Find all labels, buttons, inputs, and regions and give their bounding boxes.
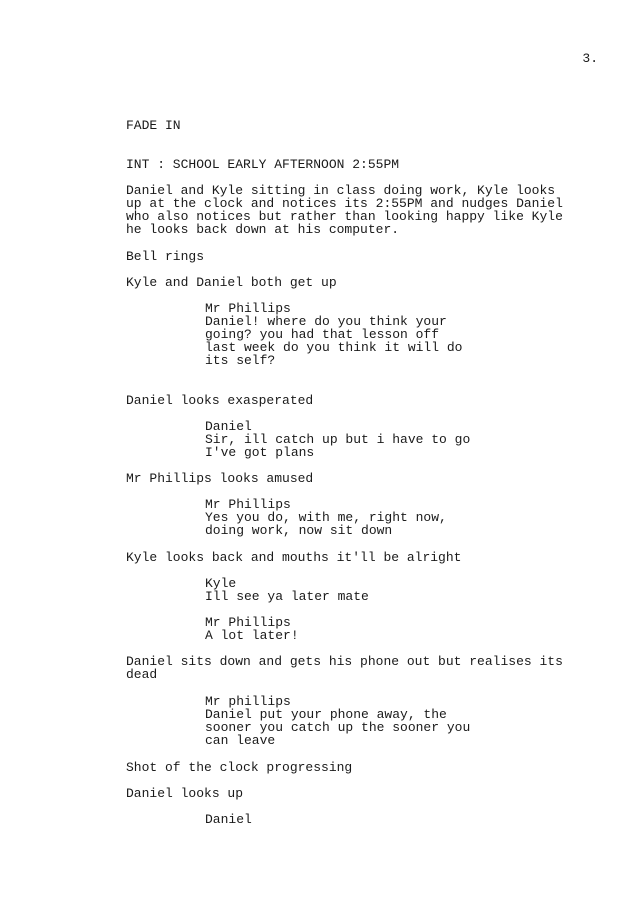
action-line: who also notices but rather than looking happy like Kyle (126, 209, 563, 224)
dialogue-line: Daniel put your phone away, the (205, 707, 447, 722)
dialogue-line: A lot later! (205, 628, 299, 643)
dialogue-line: Sir, ill catch up but i have to go (205, 432, 471, 447)
dialogue-line: going? you had that lesson off (205, 327, 440, 342)
action-line: Bell rings (126, 249, 205, 264)
character-name: Mr Phillips (205, 497, 291, 512)
dialogue-line: Yes you do, with me, right now, (205, 510, 447, 525)
scene-heading: INT : SCHOOL EARLY AFTERNOON 2:55PM (126, 157, 400, 172)
character-name: Mr Phillips (205, 301, 291, 316)
dialogue-line: doing work, now sit down (205, 523, 393, 538)
action-line: Kyle looks back and mouths it'll be alright (126, 550, 462, 565)
action-line: Daniel and Kyle sitting in class doing work, Kyle looks (126, 183, 556, 198)
action-line: Kyle and Daniel both get up (126, 275, 337, 290)
character-name: Kyle (205, 576, 237, 591)
character-name: Mr Phillips (205, 615, 291, 630)
transition-fade-in: FADE IN (126, 118, 181, 133)
dialogue-line: can leave (205, 733, 276, 748)
dialogue-line: sooner you catch up the sooner you (205, 720, 471, 735)
action-line: Mr Phillips looks amused (126, 471, 314, 486)
page-number: 3. (582, 51, 598, 66)
character-name: Mr phillips (205, 694, 291, 709)
action-line: Daniel looks up (126, 786, 244, 801)
action-line: Daniel sits down and gets his phone out but realises its (126, 654, 563, 669)
character-name: Daniel (205, 812, 252, 827)
action-line: Shot of the clock progressing (126, 760, 353, 775)
character-name: Daniel (205, 419, 252, 434)
dialogue-line: I've got plans (205, 445, 315, 460)
action-line: he looks back down at his computer. (126, 222, 400, 237)
dialogue-line: last week do you think it will do (205, 340, 463, 355)
action-line: Daniel looks exasperated (126, 393, 314, 408)
dialogue-line: its self? (205, 353, 276, 368)
action-line: up at the clock and notices its 2:55PM and nudges Daniel (126, 196, 563, 211)
action-line: dead (126, 667, 158, 682)
dialogue-line: Ill see ya later mate (205, 589, 369, 604)
dialogue-line: Daniel! where do you think your (205, 314, 447, 329)
